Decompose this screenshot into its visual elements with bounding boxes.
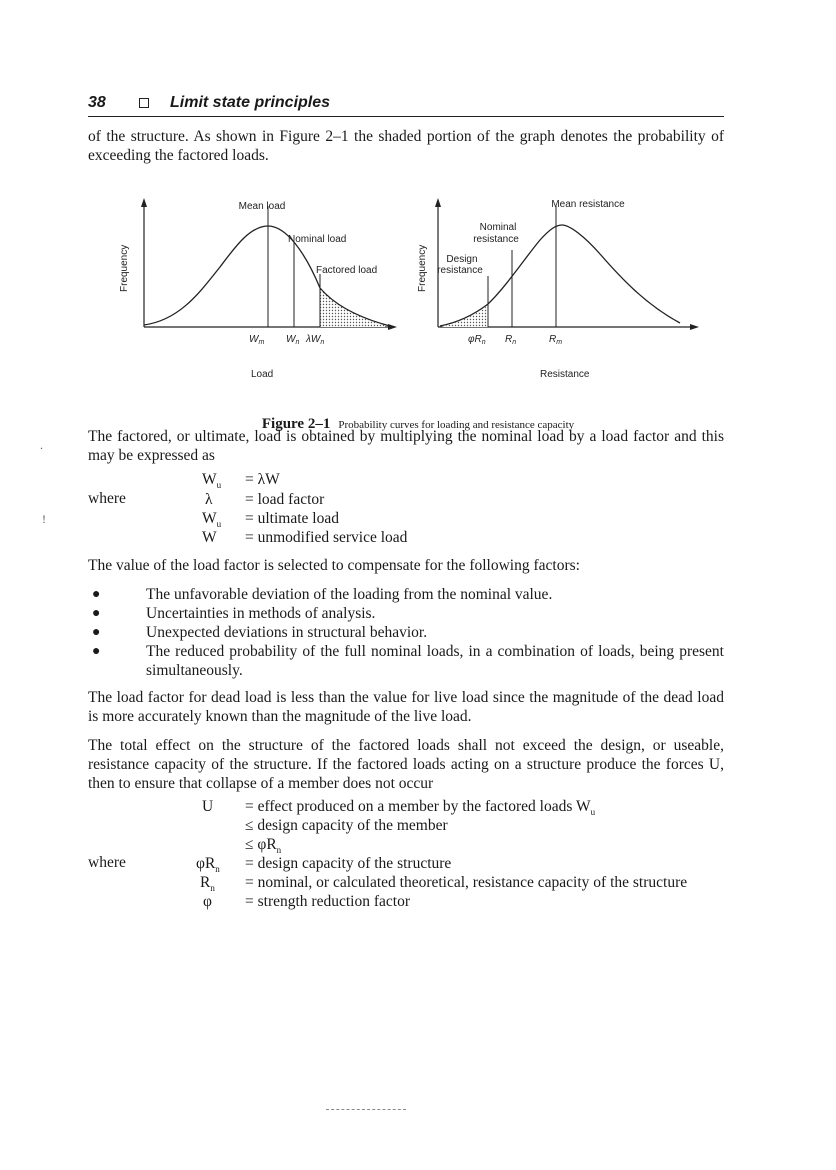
load-x-label: Load	[251, 369, 274, 380]
caption-text: Probability curves for loading and resistance capacity	[338, 419, 575, 431]
tick-phi-rn: $\varphi R_n$	[468, 334, 486, 346]
eq9-lhs: $R_n$	[200, 874, 215, 894]
eq6-rhs: ≤ design capacity of the member	[245, 817, 448, 834]
caption-label: Figure 2–1	[261, 416, 331, 432]
eq3-rhs: = ultimate load	[245, 510, 339, 527]
eq5-rhs: = effect produced on a member by the factored loads $W_u$	[245, 798, 596, 818]
bullet-icon: ●	[92, 587, 101, 602]
footer-smudge	[326, 1109, 406, 1112]
load-frequency-label: Frequency	[119, 244, 130, 292]
tick-lambda-wn: $\lambda W_n$	[306, 334, 325, 346]
nominal-load-label: Nominal load	[288, 234, 347, 245]
tick-rn: $R_n$	[505, 334, 517, 346]
bullet-icon: ●	[92, 644, 101, 659]
eq1-lhs: $W_u$	[202, 471, 222, 491]
design-resistance-label-1: Design	[446, 254, 478, 265]
dead-load-paragraph: The load factor for dead load is less than the value for live load since the magnitude of the dead load is more accurately known than the magnitude of the live load.	[88, 689, 724, 725]
resistance-y-arrow-icon	[435, 198, 441, 207]
load-panel	[119, 198, 397, 380]
mean-resistance-label: Mean resistance	[551, 199, 625, 210]
where-label-2: where	[88, 854, 126, 871]
probability-curves-svg	[100, 192, 736, 397]
resistance-x-arrow-icon	[690, 324, 699, 330]
header-rule	[88, 116, 724, 117]
running-header	[88, 94, 724, 118]
mean-load-label: Mean load	[238, 201, 286, 212]
eq4-lhs: W	[202, 529, 217, 546]
nominal-resistance-label-1: Nominal	[479, 222, 517, 233]
total-effect-paragraph: The total effect on the structure of the factored loads shall not exceed the design, or useable, resistance capacity of the structure. If the factored loads acting on a structure produce the forces U, then to ensure that collapse of a member does not occur	[88, 737, 724, 792]
bullet-icon: ●	[92, 625, 101, 640]
chapter-title: Limit state principles	[170, 94, 331, 111]
eq8-rhs: = design capacity of the structure	[245, 855, 452, 872]
margin-mark: !	[42, 512, 46, 526]
resistance-panel	[417, 198, 699, 380]
resistance-frequency-label: Frequency	[417, 244, 428, 292]
nominal-resistance-label-2: resistance	[473, 234, 519, 245]
eq2-lhs: λ	[205, 491, 213, 508]
figure-2-1	[100, 192, 736, 397]
eq5-lhs: U	[202, 798, 214, 815]
eq10-lhs: φ	[203, 893, 212, 910]
margin-mark: .	[40, 438, 43, 452]
page-number: 38	[88, 94, 106, 111]
load-curve	[144, 226, 390, 326]
load-factor-paragraph: The value of the load factor is selected to compensate for the following factors:	[88, 557, 580, 574]
eq8-lhs: $\varphi R_n$	[196, 855, 220, 875]
factored-load-label: Factored load	[316, 265, 378, 276]
intro-paragraph: of the structure. As shown in Figure 2–1 the shaded portion of the graph denotes the probability of exceeding the factored loads.	[88, 128, 724, 164]
eq3-lhs: $W_u$	[202, 510, 222, 530]
bullet-item-3: Unexpected deviations in structural behavior.	[146, 624, 428, 641]
load-y-arrow-icon	[141, 198, 147, 207]
square-bullet-icon	[139, 98, 149, 108]
load-x-arrow-icon	[388, 324, 397, 330]
eq1-rhs: = λW	[245, 471, 280, 488]
eq10-rhs: = strength reduction factor	[245, 893, 410, 910]
eq4-rhs: = unmodified service load	[245, 529, 408, 546]
where-label-1: where	[88, 490, 126, 507]
factored-load-paragraph: The factored, or ultimate, load is obtained by multiplying the nominal load by a load factor and this may be expressed as	[88, 428, 724, 464]
tick-wn: $W_n$	[286, 334, 300, 346]
design-resistance-label-2: resistance	[437, 265, 483, 276]
bullet-item-2: Uncertainties in methods of analysis.	[146, 605, 376, 622]
tick-wm: $W_m$	[249, 334, 265, 346]
tick-rm: $R_m$	[549, 334, 563, 346]
bullet-item-4: The reduced probability of the full nominal loads, in a combination of loads, being present simultaneously.	[146, 643, 724, 679]
eq9-rhs: = nominal, or calculated theoretical, resistance capacity of the structure	[245, 874, 688, 891]
eq7-rhs: ≤ $\varphi R_n$	[245, 836, 282, 856]
resistance-x-label: Resistance	[540, 369, 590, 380]
bullet-icon: ●	[92, 606, 101, 621]
eq2-rhs: = load factor	[245, 491, 325, 508]
bullet-item-1: The unfavorable deviation of the loading from the nominal value.	[146, 586, 553, 603]
